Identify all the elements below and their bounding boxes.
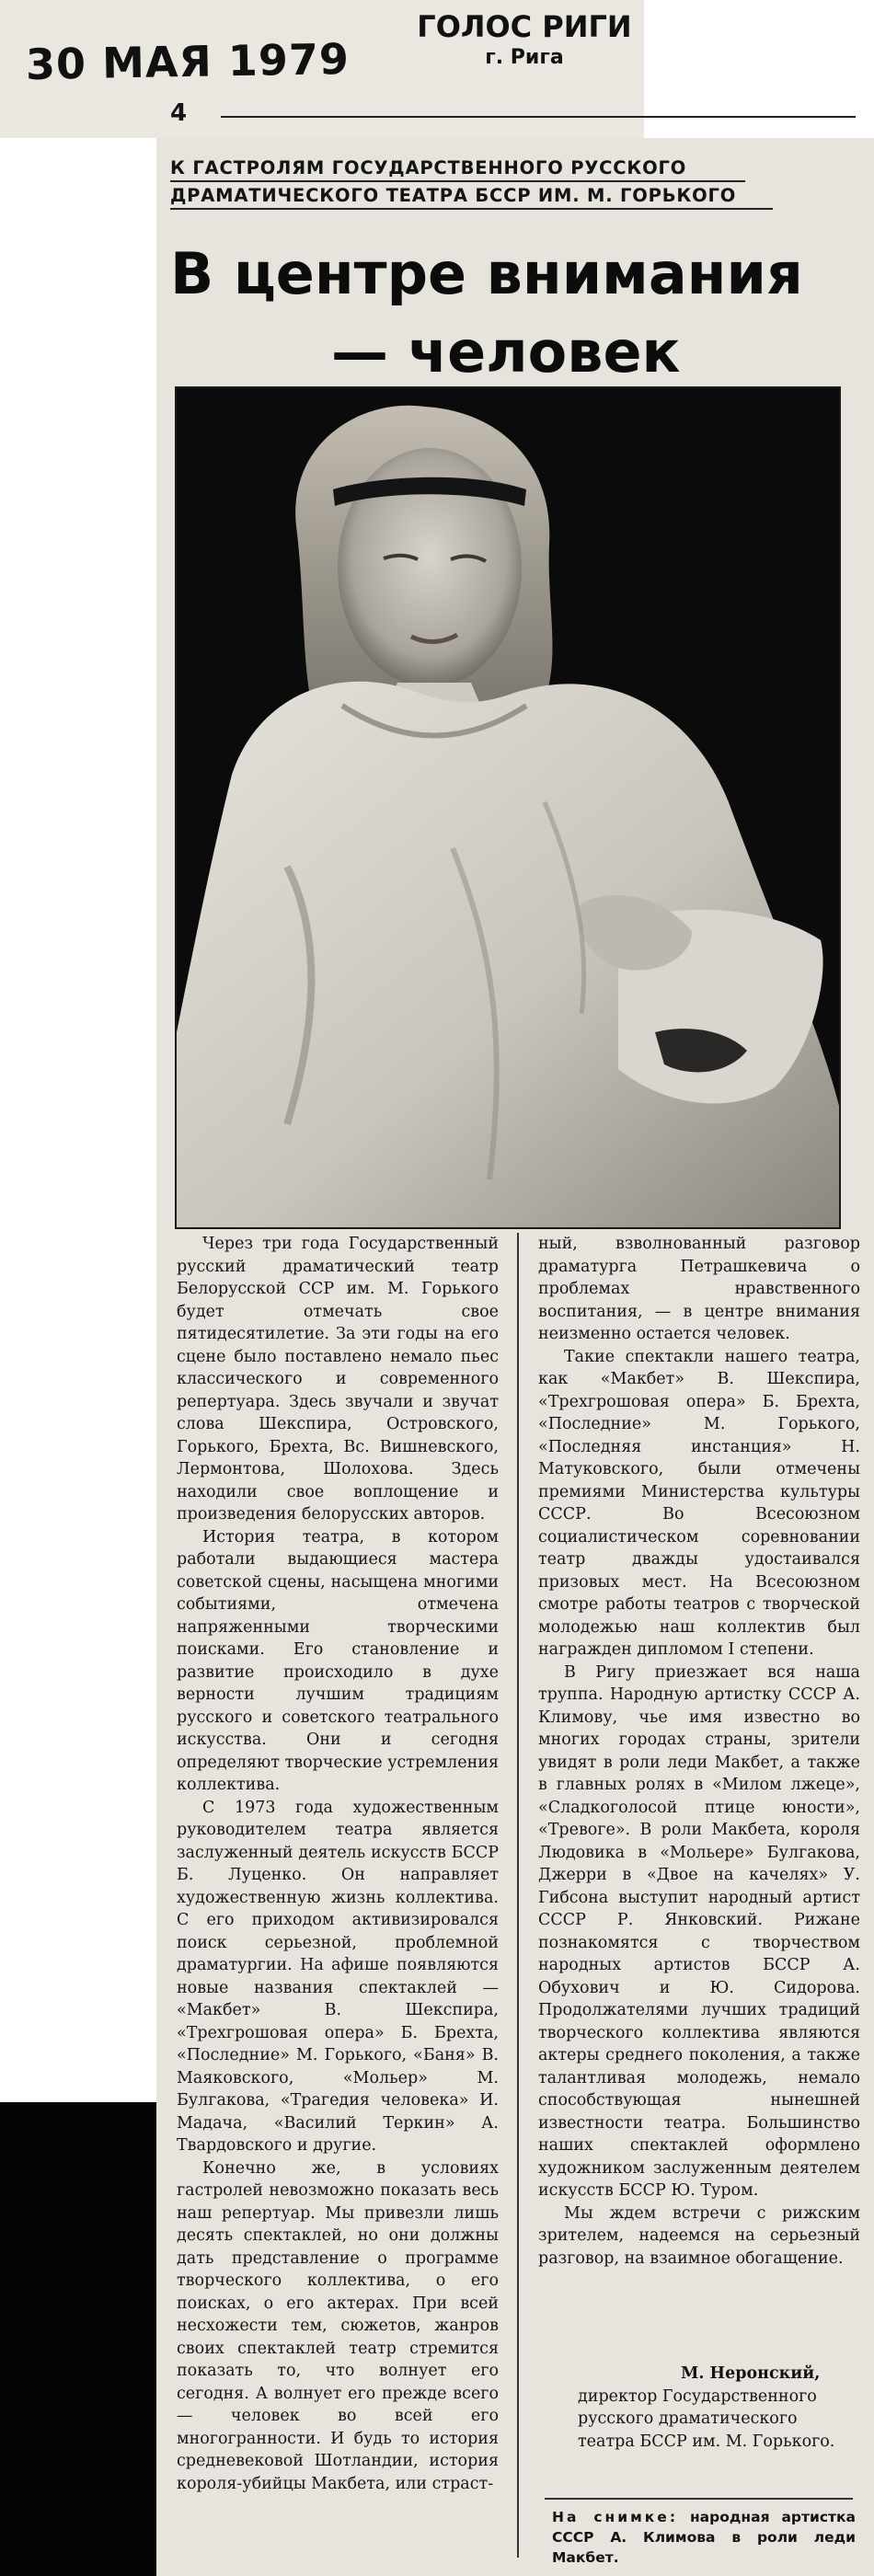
kicker-underline <box>170 180 745 182</box>
headline-line: — человек <box>331 318 681 385</box>
page-number: 4 <box>170 99 188 127</box>
kicker-line: ДРАМАТИЧЕСКОГО ТЕАТРА БССР ИМ. М. ГОРЬКОГО <box>170 185 737 206</box>
actress-photo <box>175 386 841 1229</box>
article-paragraph: В Ригу приезжает вся наша труппа. Народную артистку СССР А. Климову, чье имя известно во многих городах страны, зрители увидят в роли леди Макбет, а также в главных ролях в «Милом лжеце», «Сладкоголосой птице юности», «Тревоге». В роли Макбета, короля Людовика в «Мольере» Булгакова, Джерри в «Двое на качелях» У. Гибсона выступит народный артист СССР Р. Янковский. Рижане познакомятся с творчеством народных артистов БССР А. Обухович и Ю. Сидорова. Продолжателями лучших традиций творческого коллектива являются актеры среднего поколения, а также талантливая молодежь, немало способствующая нынешней известности театра. Большинство наших спектаклей оформлено художником заслуженным деятелем искусств БССР Ю. Туром. <box>538 1662 860 2200</box>
date-stamp: 30 МАЯ 1979 <box>25 33 351 90</box>
article-column-left <box>177 1233 499 2495</box>
caption-rule <box>545 2498 853 2500</box>
article-paragraph: Мы ждем встречи с рижским зрителем, надеемся на серьезный разговор, на взаимное обогащение. <box>538 2203 860 2268</box>
background-dark-area <box>0 2102 175 2576</box>
caption-label: На снимке: <box>552 2509 679 2525</box>
newspaper-city-stamp: г. Рига <box>485 46 564 69</box>
photo-caption <box>552 2507 856 2568</box>
article-paragraph: История театра, в котором работали выдающиеся мастера советской сцены, насыщена многими событиями, отмечена напряженными творческими поисками. Его становление и развитие происходило в духе верности лучшим традициям русского и советского театрального искусства. Они и сегодня определяют творческие устремления коллектива. <box>177 1527 499 1794</box>
caption-text: народная артистка СССР А. Климова в роли леди Макбет. <box>552 2509 856 2566</box>
article-headline <box>170 235 856 391</box>
article-column-right <box>538 1233 860 2270</box>
author-name: М. Неронский, <box>681 2364 821 2383</box>
author-signature <box>552 2363 856 2453</box>
column-separator <box>517 1233 519 2558</box>
article-paragraph: С 1973 года художественным руководителем театра является заслуженный деятель искусств БССР Б. Луценко. Он направляет художественную жизнь коллектива. С его приходом активизировался поиск серьезной, проблемной драматургии. На афише появляются новые названия спектаклей — «Макбет» В. Шекспира, «Трехгрошовая опера» Б. Брехта, «Последние» М. Горького, «Баня» В. Маяковского, «Мольер» М. Булгакова, «Трагедия человека» И. Мадача, «Василий Теркин» А. Твардовского и другие. <box>177 1798 499 2155</box>
page-rule <box>221 116 856 118</box>
newspaper-name-stamp: ГОЛОС РИГИ <box>417 9 632 44</box>
kicker-underline <box>170 208 773 210</box>
kicker-line: К ГАСТРОЛЯМ ГОСУДАРСТВЕННОГО РУССКОГО <box>170 157 687 178</box>
headline-line: В центре внимания <box>170 240 803 307</box>
article-paragraph: ный, взволнованный разговор драматурга Петрашкевича о проблемах нравственного воспитания, — в центре внимания неизменно остается человек. <box>538 1235 860 1343</box>
photo-illustration <box>177 388 839 1227</box>
article-paragraph: Через три года Государственный русский драматический театр Белорусской ССР им. М. Горького будет отмечать свое пятидесятилетие. За эти годы на его сцене было поставлено немало пьес классического и современного репертуара. Здесь звучали и звучат слова Шекспира, Островского, Горького, Брехта, Вс. Вишневского, Лермонтова, Шолохова. Здесь находили свое воплощение и произведения белорусских авторов. <box>177 1235 499 1524</box>
article-paragraph: Конечно же, в условиях гастролей невозможно показать весь наш репертуар. Мы привезли лишь десять спектаклей, но они должны дать представление о программе творческого коллектива, о его поисках, о его актерах. При всей несхожести тем, сюжетов, жанров своих спектаклей театр стремится показать то, что волнует его сегодня. А волнует его прежде всего — человек во всей его многогранности. И будь то история средневековой Шотландии, история короля-убийцы Макбета, или страст- <box>177 2158 499 2493</box>
article-paragraph: Такие спектакли нашего театра, как «Макбет» В. Шекспира, «Трехгрошовая опера» Б. Брехта, «Последние» М. Горького, «Последняя инстанция» Н. Матуковского, были отмечены премиями Министерства культуры СССР. Во Всесоюзном социалистическом соревновании театр дважды удостаивался призовых мест. На Всесоюзном смотре работы театров с творческой молодежью наш коллектив был награжден дипломом I степени. <box>538 1347 860 1659</box>
article-kicker <box>170 155 851 210</box>
author-role: директор Государственного русского драматического театра БССР им. М. Горького. <box>578 2386 835 2451</box>
